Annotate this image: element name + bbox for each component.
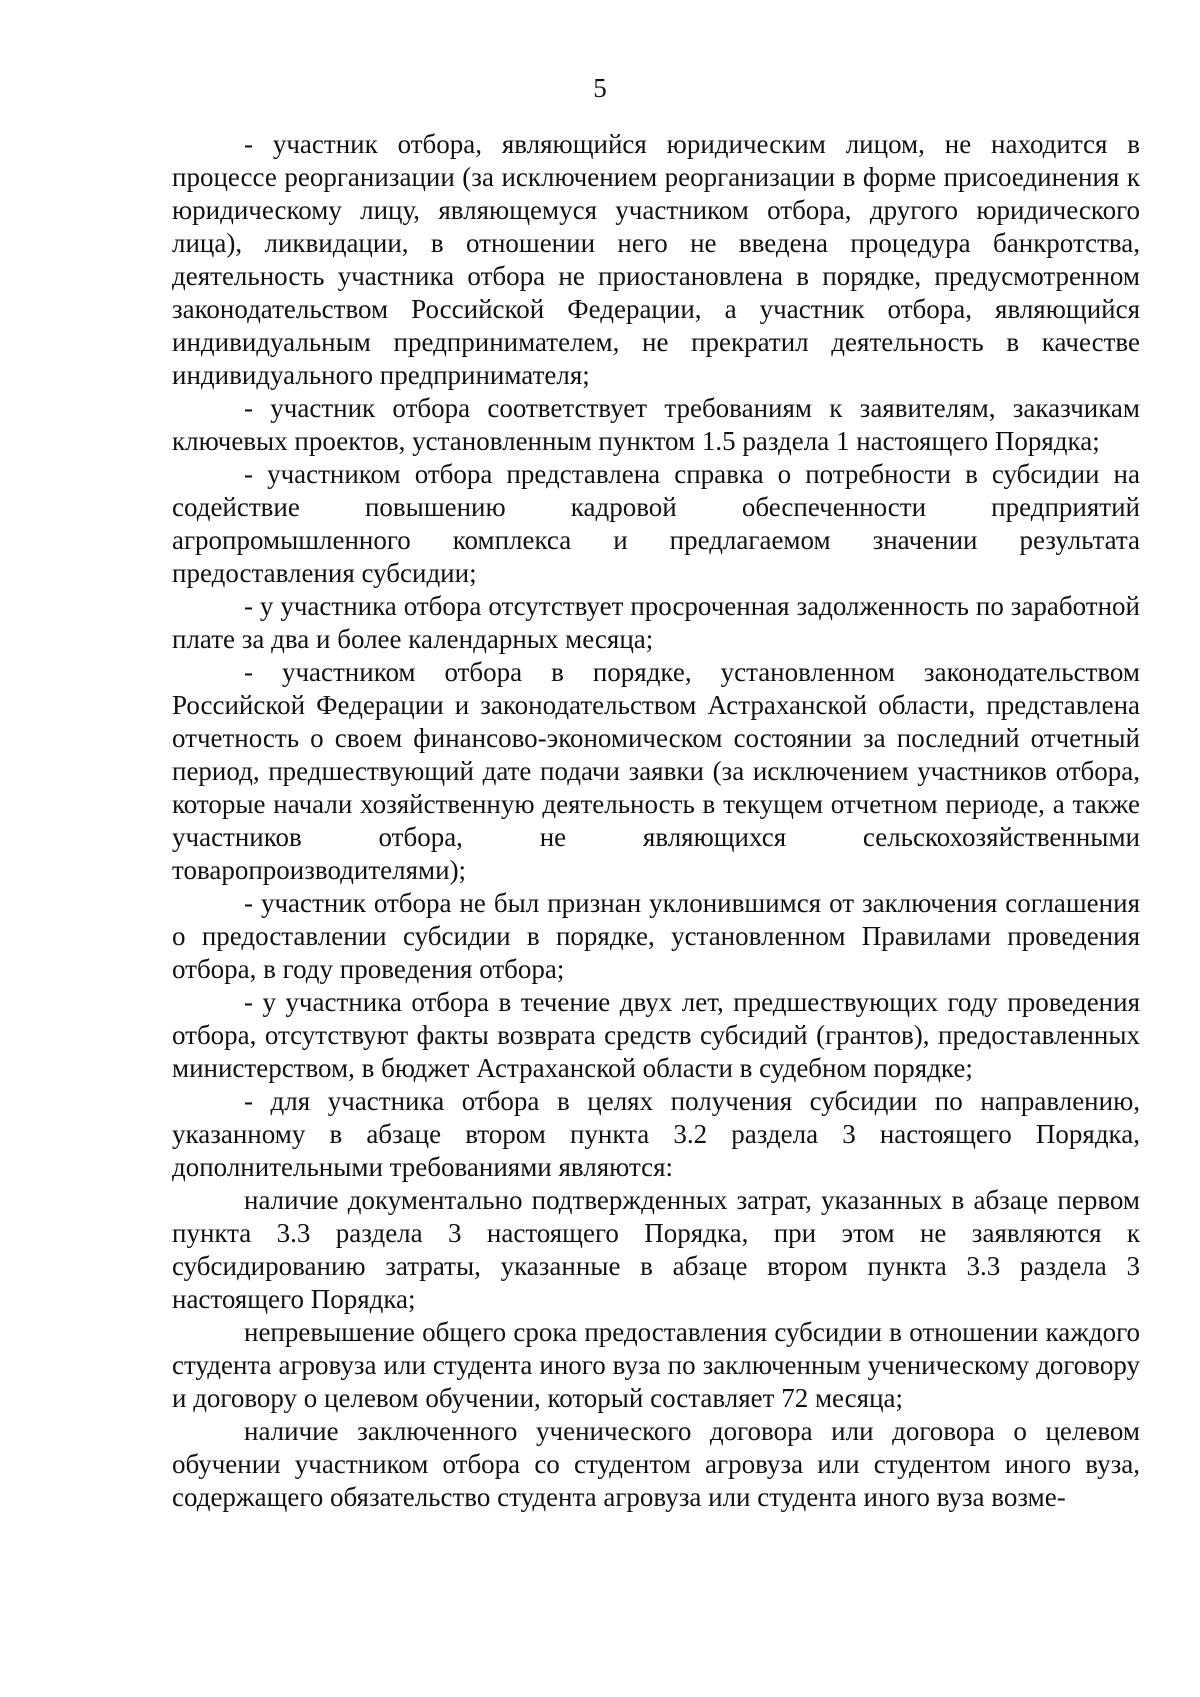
paragraph-subsidy-certificate: - участником отбора представлена справка о потребности в субсидии на содействие повышению кадровой обеспеченности предприятий агропромышленного комплекса и предлагаемом значении результата предоставления субсидии; <box>172 459 1140 588</box>
page-number: 5 <box>593 73 607 103</box>
paragraph-reorganization: - участник отбора, являющийся юридическим лицом, не находится в процессе реорганизации (за исключением реорганизации в форме присоединения к юридическому лицу, являющемуся участником отбора, другого юридического лица), ликвидации, в отношении него не введена процедура банкротства, деятельность участника отбора не приостановлена в порядке, предусмотренном законодательством Российской Федерации, а участник отбора, являющийся индивидуальным предпринимателем, не прекратил деятельность в качестве индивидуального предпринимателя; <box>172 129 1140 390</box>
paragraph-wage-arrears: - у участника отбора отсутствует просроченная задолженность по заработной плате за два и более календарных месяца; <box>172 591 1140 654</box>
paragraph-grant-returns: - у участника отбора в течение двух лет, предшествующих году проведения отбора, отсутствуют факты возврата средств субсидий (грантов), предоставленных министерством, в бюджет Астраханской области в судебном порядке; <box>172 987 1140 1083</box>
paragraph-training-contract: наличие заключенного ученического договора или договора о целевом обучении участником отбора со студентом агровуза или студентом иного вуза, содержащего обязательство студента агровуза или студента иного вуза возме- <box>172 1416 1140 1512</box>
paragraph-agreement-evasion: - участник отбора не был признан уклонившимся от заключения соглашения о предоставлении субсидии в порядке, установленном Правилами проведения отбора, в году проведения отбора; <box>172 888 1140 984</box>
paragraph-documented-costs: наличие документально подтвержденных затрат, указанных в абзаце первом пункта 3.3 раздела 3 настоящего Порядка, при этом не заявляются к субсидированию затраты, указанные в абзаце втором пункта 3.3 раздела 3 настоящего Порядка; <box>172 1185 1140 1314</box>
paragraph-applicant-requirements: - участник отбора соответствует требованиям к заявителям, заказчикам ключевых проектов, установленным пунктом 1.5 раздела 1 настоящего Порядка; <box>172 393 1140 456</box>
paragraph-additional-requirements: - для участника отбора в целях получения субсидии по направлению, указанному в абзаце втором пункта 3.2 раздела 3 настоящего Порядка, дополнительными требованиями являются: <box>172 1086 1140 1182</box>
paragraph-financial-reporting: - участником отбора в порядке, установленном законодательством Российской Федерации и законодательством Астраханской области, представлена отчетность о своем финансово-экономическом состоянии за последний отчетный период, предшествующий дате подачи заявки (за исключением участников отбора, которые начали хозяйственную деятельность в текущем отчетном периоде, а также участников отбора, не являющихся сельскохозяйственными товаропроизводителями); <box>172 657 1140 885</box>
paragraph-subsidy-term: непревышение общего срока предоставления субсидии в отношении каждого студента агровуза или студента иного вуза по заключенным ученическому договору и договору о целевом обучении, который составляет 72 месяца; <box>172 1317 1140 1413</box>
document-body <box>172 128 1140 1514</box>
